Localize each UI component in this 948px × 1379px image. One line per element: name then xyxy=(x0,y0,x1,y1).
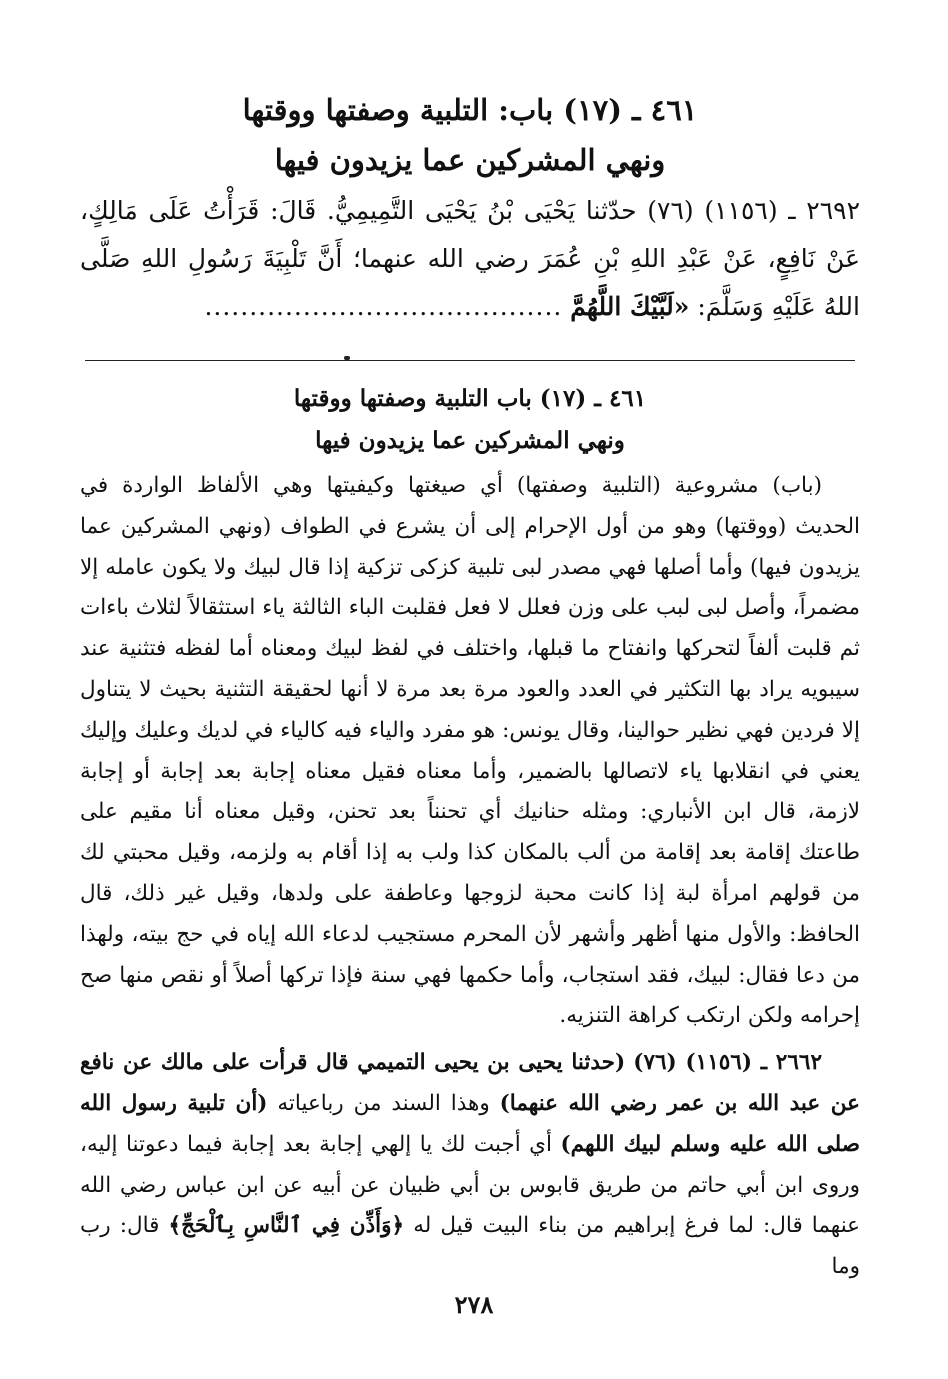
chapter-subtitle: ونهي المشركين عما يزيدون فيها xyxy=(274,143,666,177)
hadith-quote: «لَبَّيْكَ اللَّهُمَّ xyxy=(570,292,690,321)
hadith-matn xyxy=(80,187,860,331)
chapter-title: ٤٦١ ـ (١٧) باب: التلبية وصفتها ووقتها xyxy=(242,93,698,127)
commentary-section xyxy=(80,378,860,1288)
matn-quote: (أن تلبية رسول الله صلى الله عليه وسلم لبيك اللهم) xyxy=(80,1090,860,1157)
ellipsis-dots: ........................................ xyxy=(204,292,563,321)
commentary-subtitle: ونهي المشركين عما يزيدون فيها xyxy=(315,427,625,454)
divider-mark xyxy=(344,356,350,360)
commentary-text-2: أي أجبت لك يا إلهي إجابة بعد إجابة فيما دعوتنا إليه، وروى ابن أبي حاتم من طريق قابوس بن أبي ظبيان عن أبيه عن ابن عباس رضي الله عنهما قال: لما فرغ إبراهيم من بناء البيت قيل له xyxy=(80,1131,861,1239)
commentary-paragraph-2 xyxy=(80,1043,860,1288)
hadith-intro: ٢٦٩٢ ـ (١١٥٦) (٧٦) حدّثنا يَحْيَى بْنُ يَحْيَى التَّمِيمِيُّ. قَالَ: قَرَأْتُ عَلَى مَالِكٍ، عَنْ نَافِعٍ، عَنْ عَبْدِ اللهِ بْنِ عُمَرَ رضي الله عنهما؛ أَنَّ تَلْبِيَةَ رَسُولِ اللهِ صَلَّى اللهُ عَلَيْهِ وَسَلَّمَ: xyxy=(80,196,860,321)
hadith-number: ٢٦٦٢ ـ (١١٥٦) (٧٦) xyxy=(633,1050,822,1076)
hadith-text-section xyxy=(80,85,860,331)
page-number: ٢٧٨ xyxy=(454,1290,494,1319)
commentary-paragraph-1: (باب) مشروعية (التلبية وصفتها) أي صيغتها وكيفيتها وهي الألفاظ الواردة في الحديث (ووقتها) وهو من أول الإحرام إلى أن يشرع في الطواف (ونهي المشركين عما يزيدون فيها) وأما أصلها فهي مصدر لبى تلبية كزكى تزكية إذا قال لبيك ولا يكون عامله إلا مضمراً، وأصل لبى لبب على وزن فعلل لا فعل فقلبت الباء الثالثة ياء استثقالاً لثلاث باءات ثم قلبت ألفاً لتحركها وانفتاح ما قبلها، واختلف في لفظ لبيك ومعناه أما لفظه فتثنية عند سيبويه يراد بها التكثير في العدد والعود مرة بعد مرة لا أنها لحقيقة التثنية بحيث لا يتناول إلا فردين فهي نظير حوالينا، وقال يونس: هو مفرد والياء فيه كالياء في لديك وعليك وإليك يعني في انقلابها ياء لاتصالها بالضمير، وأما معناه فقيل معناه إجابة بعد إجابة أو إجابة لازمة، قال ابن الأنباري: ومثله حنانيك أي تحنناً بعد تحنن، وقيل معناه أنا مقيم على طاعتك إقامة بعد إقامة من ألب بالمكان كذا ولب به إذا أقام به ولزمه، وقيل محبتي لك من قولهم امرأة لبة إذا كانت محبة لزوجها وعاطفة على ولدها، وقيل غير ذلك، قال الحافظ: والأول منها أظهر وأشهر لأن المحرم مستجيب لدعاء الله إياه في حج بيته، ولهذا من دعا فقال: لبيك، فقد استجاب، وأما حكمها فهي سنة فإذا تركها أصلاً أو نقص منها صح إحرامه ولكن ارتكب كراهة التنزيه. xyxy=(80,473,860,1029)
commentary-title: ٤٦١ ـ (١٧) باب التلبية وصفتها ووقتها xyxy=(293,385,647,412)
quran-verse: ﴿وَأَذِّن فِي ٱلنَّاسِ بِٱلْحَجِّ﴾ xyxy=(168,1213,405,1239)
commentary-text-3: قال: رب وما xyxy=(80,1213,860,1280)
section-divider xyxy=(85,360,855,361)
commentary-text-1: وهذا السند من رباعياته xyxy=(277,1090,490,1116)
isnad-text: (حدثنا يحيى بن يحيى التميمي قال قرأت على مالك عن نافع عن عبد الله بن عمر رضي الله عنهما) xyxy=(80,1050,860,1116)
